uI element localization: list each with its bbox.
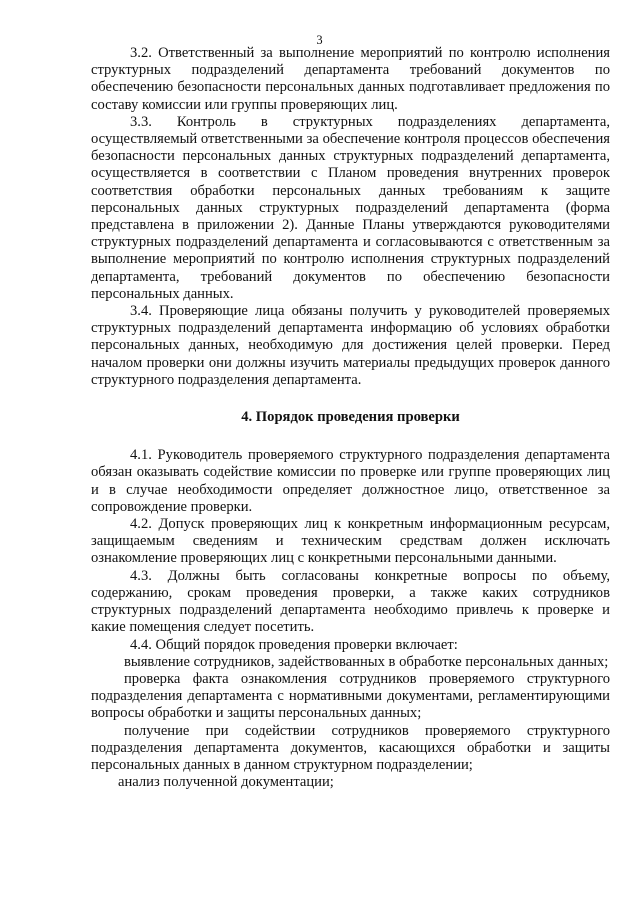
section-4-heading: 4. Порядок проведения проверки bbox=[241, 409, 460, 426]
list-item-obtain-documents: получение при содействии сотрудников проверяемого структурного подразделения департамента документов, касающихся обработки и защиты персональных данных в данном структурном подразделении; bbox=[91, 722, 610, 773]
page-number: 3 bbox=[316, 33, 323, 47]
list-item-check-familiarization: проверка факта ознакомления сотрудников проверяемого структурного подразделения департамента с нормативными документами, регламентирующими вопросы обработки и защиты персональных данных; bbox=[91, 670, 610, 722]
paragraph-4-2: 4.2. Допуск проверяющих лиц к конкретным информационным ресурсам, защищаемым сведениям и техническим средствам должен исключать ознакомление проверяющих лиц с конкретными персональными данными. bbox=[91, 516, 610, 567]
paragraph-3-2: 3.2. Ответственный за выполнение мероприятий по контролю исполнения структурных подразделений департамента требований документов по обеспечению безопасности персональных данных подготавливает предложения по составу комиссии или группы проверяющих лиц. bbox=[91, 45, 610, 113]
paragraph-4-1: 4.1. Руководитель проверяемого структурного подразделения департамента обязан оказывать содействие комиссии по проверке или группе проверяющих лиц и в случае необходимости определяет должностное лицо, ответственное за сопровождение проверки. bbox=[91, 447, 610, 515]
paragraph-3-4: 3.4. Проверяющие лица обязаны получить у руководителей проверяемых структурных подразделений департамента информацию об условиях обработки персональных данных, необходимую для достижения целей проверки. Перед началом проверки они должны изучить материалы предыдущих проверок данного структурного подразделения департамента. bbox=[91, 303, 610, 388]
paragraph-4-4: 4.4. Общий порядок проведения проверки включает: bbox=[130, 636, 458, 653]
paragraph-4-3: 4.3. Должны быть согласованы конкретные вопросы по объему, содержанию, срокам проведения проверки, а также каких сотрудников структурных подразделений департамента необходимо привлечь к проверке и какие помещения следует посетить. bbox=[91, 567, 610, 636]
list-item-identify-staff: выявление сотрудников, задействованных в обработке персональных данных; bbox=[124, 653, 609, 670]
page-body bbox=[91, 45, 610, 791]
list-item-analyze-documents: анализ полученной документации; bbox=[118, 774, 334, 791]
paragraph-3-3: 3.3. Контроль в структурных подразделениях департамента, осуществляемый ответственными за обеспечение контроля процессов обеспечения безопасности персональных данных структурных подразделений департамента, осуществляется в соответствии с Планом проведения внутренних проверок соответствия обработки персональных данных требованиям к защите персональных данных структурных подразделений департамента (форма представлена в приложении 2). Данные Планы утверждаются руководителями структурных подразделений департамента и согласовываются с ответственным за выполнение мероприятий по контролю исполнения структурных подразделений департамента, требований документов по обеспечению безопасности персональных данных. bbox=[91, 113, 610, 302]
